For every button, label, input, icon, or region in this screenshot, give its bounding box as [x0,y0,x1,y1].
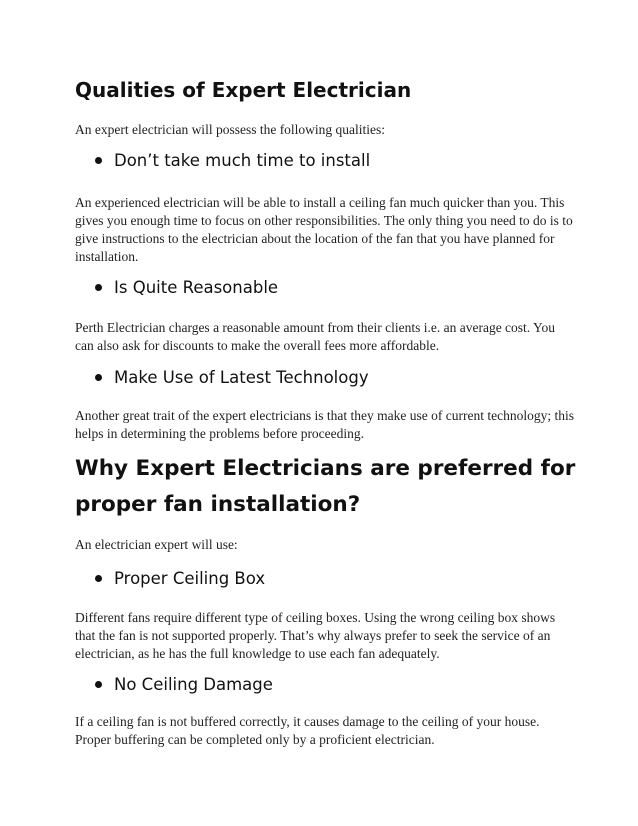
paragraph-install-time: An experienced electrician will be able to install a ceiling fan much quicker than you. This gives you enough time to focus on other responsibilities. The only thing you need to do is to give instructions to the electrician about the location of the fan that you have planned for installation. [75,195,573,264]
bullet-heading-install-time [95,151,370,170]
bullet-icon [95,284,102,291]
bullet-heading-label: Proper Ceiling Box [114,569,266,588]
section-intro: An electrician expert will use: [75,537,238,552]
bullet-icon [95,374,102,381]
bullet-heading-ceiling-box [95,569,265,588]
paragraph-technology: Another great trait of the expert electricians is that they make use of current technology; this helps in determining the problems before proceeding. [75,408,574,441]
bullet-heading-label: Don’t take much time to install [114,151,371,170]
bullet-icon [95,157,102,164]
section-title-qualities: Qualities of Expert Electrician [75,78,412,102]
bullet-heading-label: Is Quite Reasonable [114,278,279,297]
section-intro: An expert electrician will possess the following qualities: [75,122,386,137]
bullet-heading-reasonable [95,278,278,297]
paragraph-ceiling-damage: If a ceiling fan is not buffered correctly, it causes damage to the ceiling of your house. Proper buffering can be completed only by a proficient electrician. [75,714,540,747]
bullet-heading-label: Make Use of Latest Technology [114,368,369,387]
bullet-heading-ceiling-damage [95,675,273,694]
bullet-icon [95,681,102,688]
bullet-heading-label: No Ceiling Damage [114,675,273,694]
paragraph-reasonable: Perth Electrician charges a reasonable amount from their clients i.e. an average cost. You can also ask for discounts to make the overall fees more affordable. [75,320,555,353]
bullet-icon [95,575,102,582]
paragraph-ceiling-box: Different fans require different type of ceiling boxes. Using the wrong ceiling box shows that the fan is not supported properly. That’s why always prefer to seek the service of an electrician, as he has the full knowledge to use each fan adequately. [75,610,556,661]
bullet-heading-technology [95,368,369,387]
section-title-why-experts: Why Expert Electricians are preferred for proper fan installation? [75,456,576,517]
